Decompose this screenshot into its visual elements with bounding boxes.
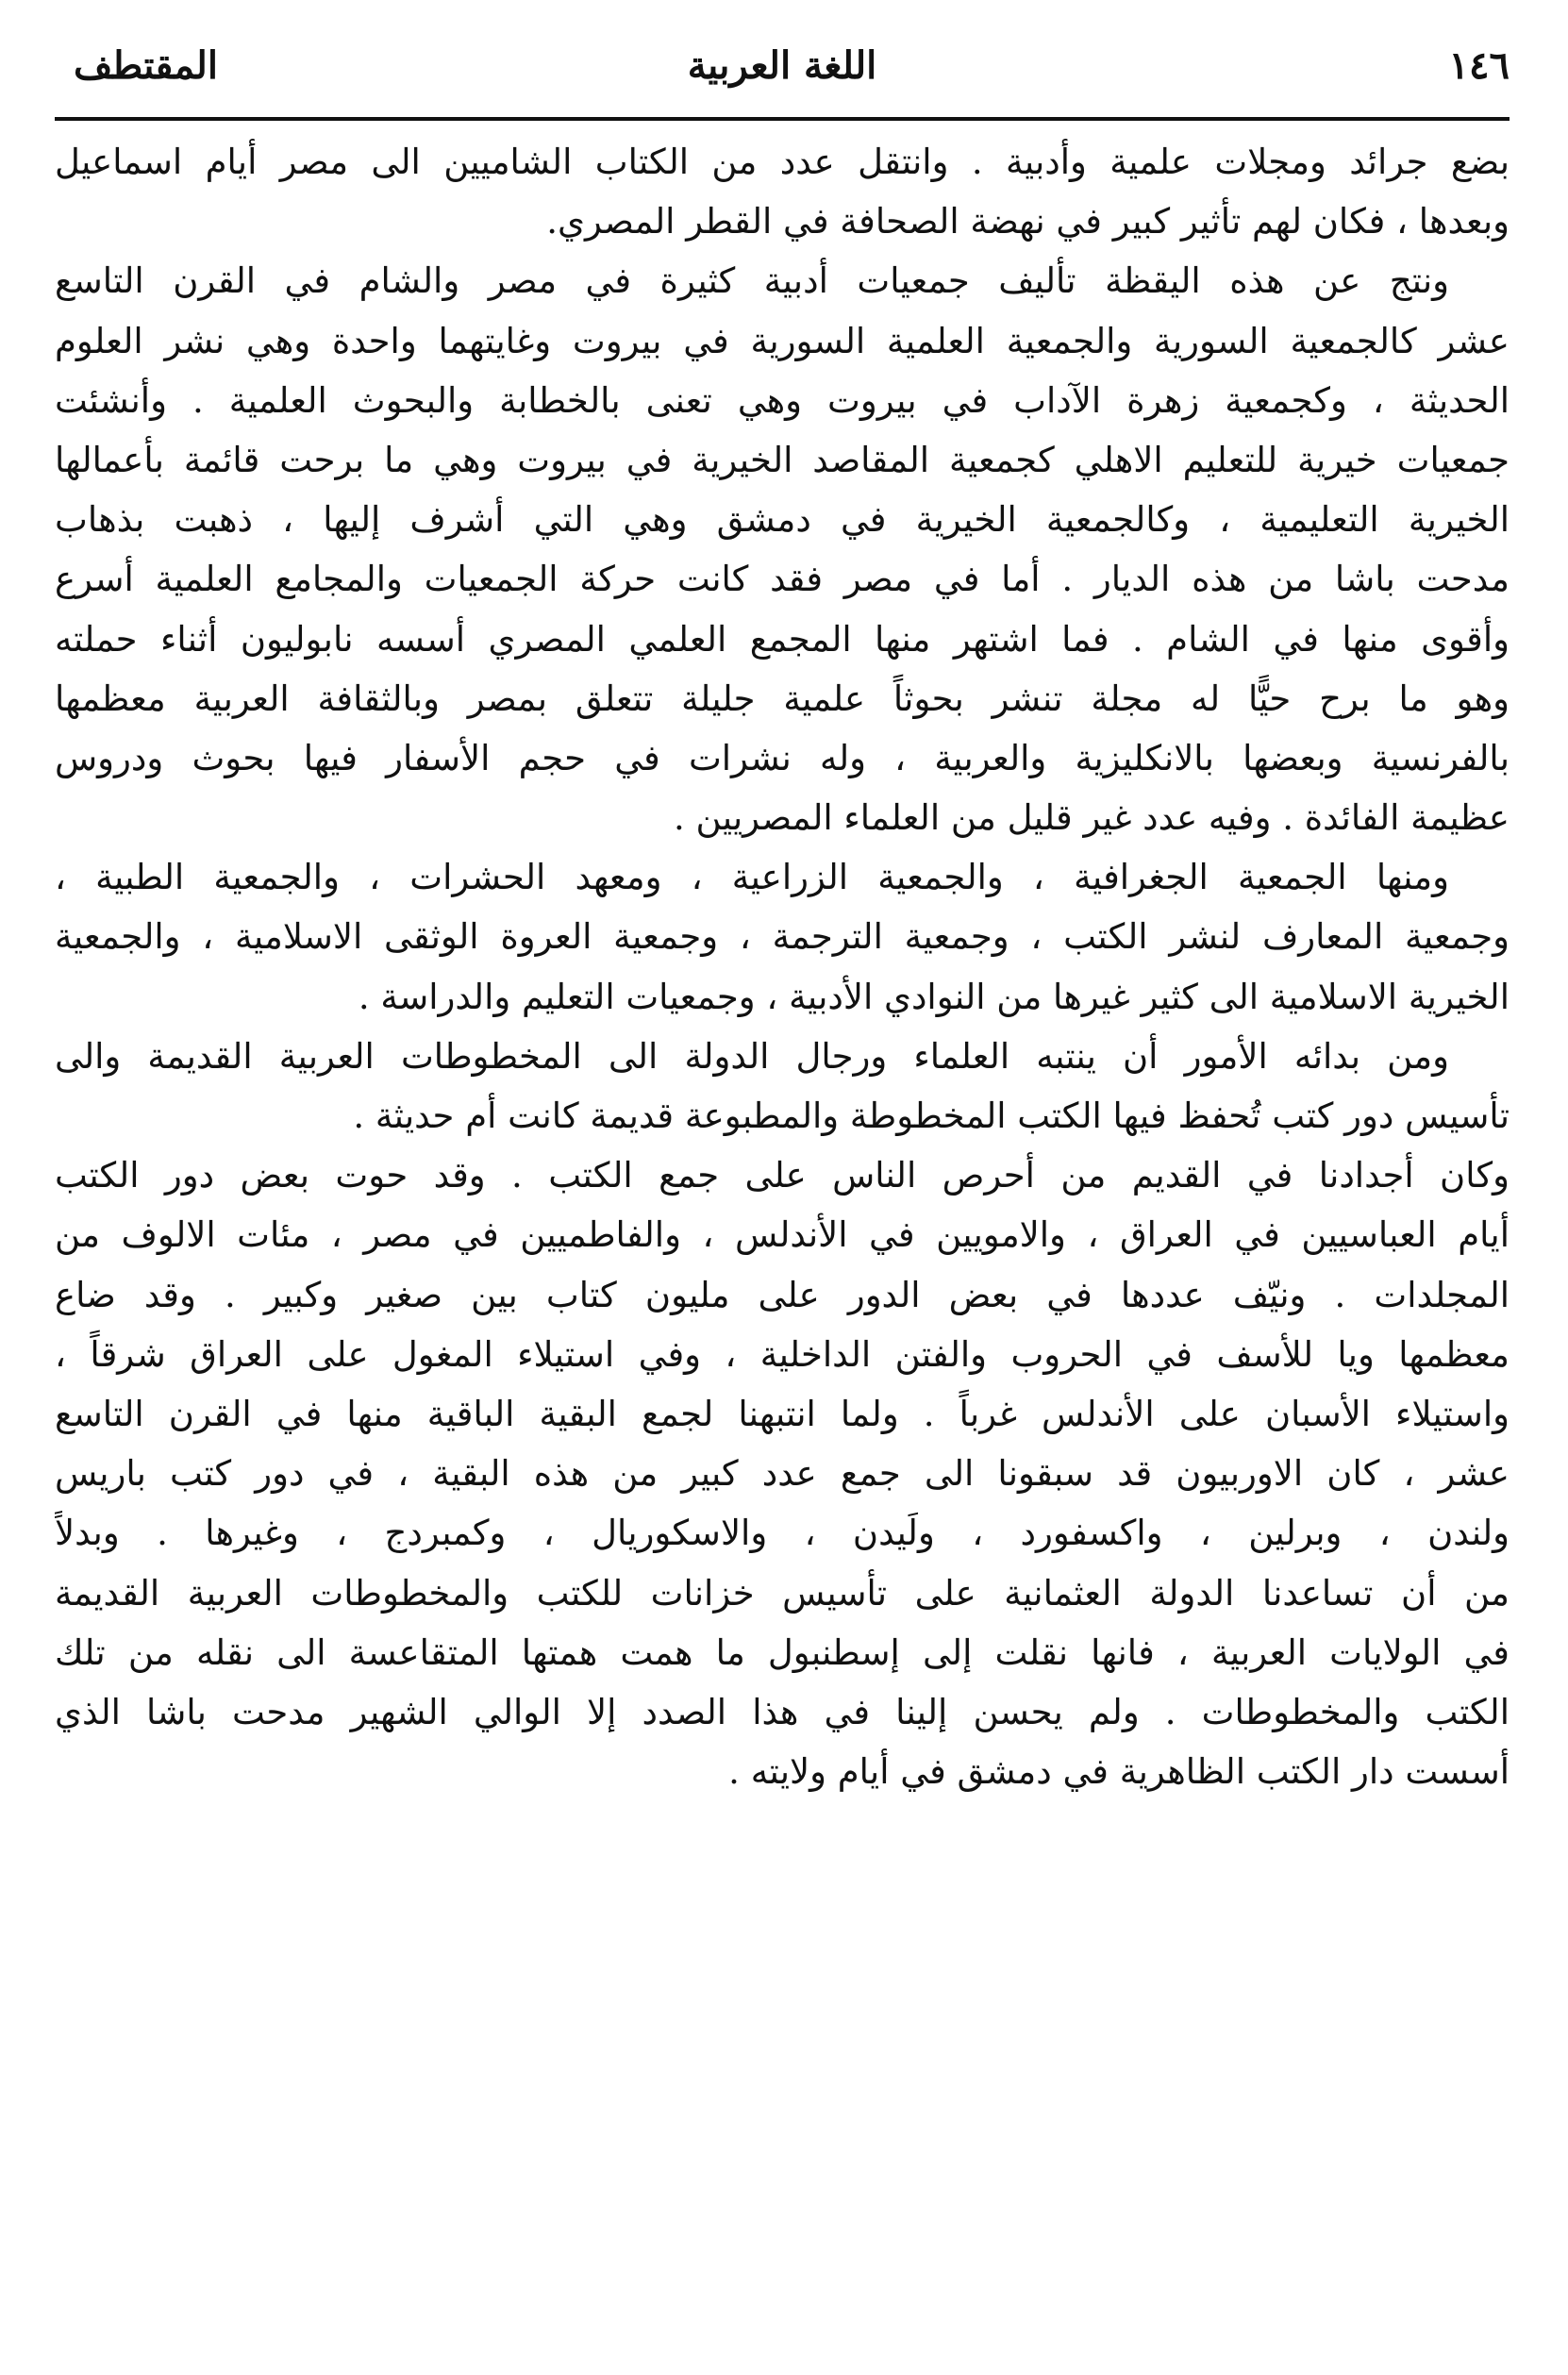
- text-line: الحديثة ، وكجمعية زهرة الآداب في بيروت وهي تعنى بالخطابة والبحوث العلمية . وأنشئت: [55, 379, 1510, 421]
- text-line: ومن بدائه الأمور أن ينتبه العلماء ورجال الدولة الى المخطوطات العربية القديمة والى: [55, 1035, 1449, 1077]
- text-line: جمعيات خيرية للتعليم الاهلي كجمعية المقاصد الخيرية في بيروت وهي ما برحت قائمة بأعمالها: [55, 439, 1510, 480]
- body-text: [55, 132, 1510, 1801]
- running-header: [55, 38, 1510, 106]
- header-title: اللغة العربية: [687, 43, 877, 88]
- text-line: أيام العباسيين في العراق ، والامويين في الأندلس ، والفاطميين في مصر ، مئات الالوف من: [55, 1214, 1510, 1256]
- text-line: بالفرنسية وبعضها بالانكليزية والعربية ، وله نشرات في حجم الأسفار فيها بحوث ودروس: [55, 737, 1510, 778]
- text-line: وأقوى منها في الشام . فما اشتهر منها المجمع العلمي المصري أسسه نابوليون أثناء حملته: [55, 618, 1510, 660]
- text-line: مدحت باشا من هذه الديار . أما في مصر فقد كانت حركة الجمعيات والمجامع العلمية أسرع: [55, 559, 1510, 600]
- text-line: تأسيس دور كتب تُحفظ فيها الكتب المخطوطة والمطبوعة قديمة كانت أم حديثة .: [353, 1096, 1510, 1136]
- text-line: ونتج عن هذه اليقظة تأليف جمعيات أدبية كثيرة في مصر والشام في القرن التاسع: [55, 260, 1449, 302]
- text-line: عشر كالجمعية السورية والجمعية العلمية السورية في بيروت وغايتهما واحدة وهي نشر العلوم: [55, 320, 1510, 361]
- text-line: عظيمة الفائدة . وفيه عدد غير قليل من العلماء المصريين .: [674, 797, 1510, 839]
- text-line: ومنها الجمعية الجغرافية ، والجمعية الزراعية ، ومعهد الحشرات ، والجمعية الطبية ،: [55, 857, 1449, 898]
- text-line: المجلدات . ونيّف عددها في بعض الدور على مليون كتاب بين صغير وكبير . وقد ضاع: [55, 1274, 1510, 1315]
- text-line: وكان أجدادنا في القديم من أحرص الناس على جمع الكتب . وقد حوت بعض دور الكتب: [55, 1155, 1510, 1196]
- text-line: من أن تساعدنا الدولة العثمانية على تأسيس خزانات للكتب والمخطوطات العربية القديمة: [55, 1572, 1510, 1614]
- text-line: الكتب والمخطوطات . ولم يحسن إلينا في هذا الصدد إلا الوالي الشهير مدحت باشا الذي: [55, 1691, 1510, 1732]
- header-rule: [55, 117, 1510, 121]
- text-line: وجمعية المعارف لنشر الكتب ، وجمعية الترجمة ، وجمعية العروة الوثقى الاسلامية ، والجمعية: [55, 916, 1510, 958]
- text-line: الخيرية التعليمية ، وكالجمعية الخيرية في دمشق وهي التي أشرف إليها ، ذهبت بذهاب: [55, 499, 1510, 541]
- page-number: ١٤٦: [1448, 43, 1510, 88]
- text-line: الخيرية الاسلامية الى كثير غيرها من النوادي الأدبية ، وجمعيات التعليم والدراسة .: [358, 976, 1510, 1017]
- text-line: وبعدها ، فكان لهم تأثير كبير في نهضة الصحافة في القطر المصري.: [546, 201, 1510, 243]
- text-line: عشر ، كان الاوربيون قد سبقونا الى جمع عدد كبير من هذه البقية ، في دور كتب باريس: [55, 1453, 1510, 1495]
- text-line: وهو ما برح حيًّا له مجلة تنشر بحوثاً علمية جليلة تتعلق بمصر وبالثقافة العربية معظمها: [55, 677, 1510, 719]
- text-line: في الولايات العربية ، فانها نقلت إلى إسطنبول ما همت همتها المتقاعسة الى نقله من تلك: [55, 1631, 1510, 1673]
- text-line: معظمها ويا للأسف في الحروب والفتن الداخلية ، وفي استيلاء المغول على العراق شرقاً ،: [55, 1333, 1510, 1375]
- journal-name: المقتطف: [74, 43, 218, 88]
- text-line: أسست دار الكتب الظاهرية في دمشق في أيام ولايته .: [728, 1751, 1510, 1793]
- text-line: واستيلاء الأسبان على الأندلس غرباً . ولما انتبهنا لجمع البقية الباقية منها في القرن التاسع: [55, 1393, 1510, 1434]
- text-line: بضع جرائد ومجلات علمية وأدبية . وانتقل عدد من الكتاب الشاميين الى مصر أيام اسماعيل: [55, 142, 1510, 182]
- text-line: ولندن ، وبرلين ، واكسفورد ، ولَيدن ، والاسكوريال ، وكمبردج ، وغيرها . وبدلاً: [55, 1513, 1510, 1554]
